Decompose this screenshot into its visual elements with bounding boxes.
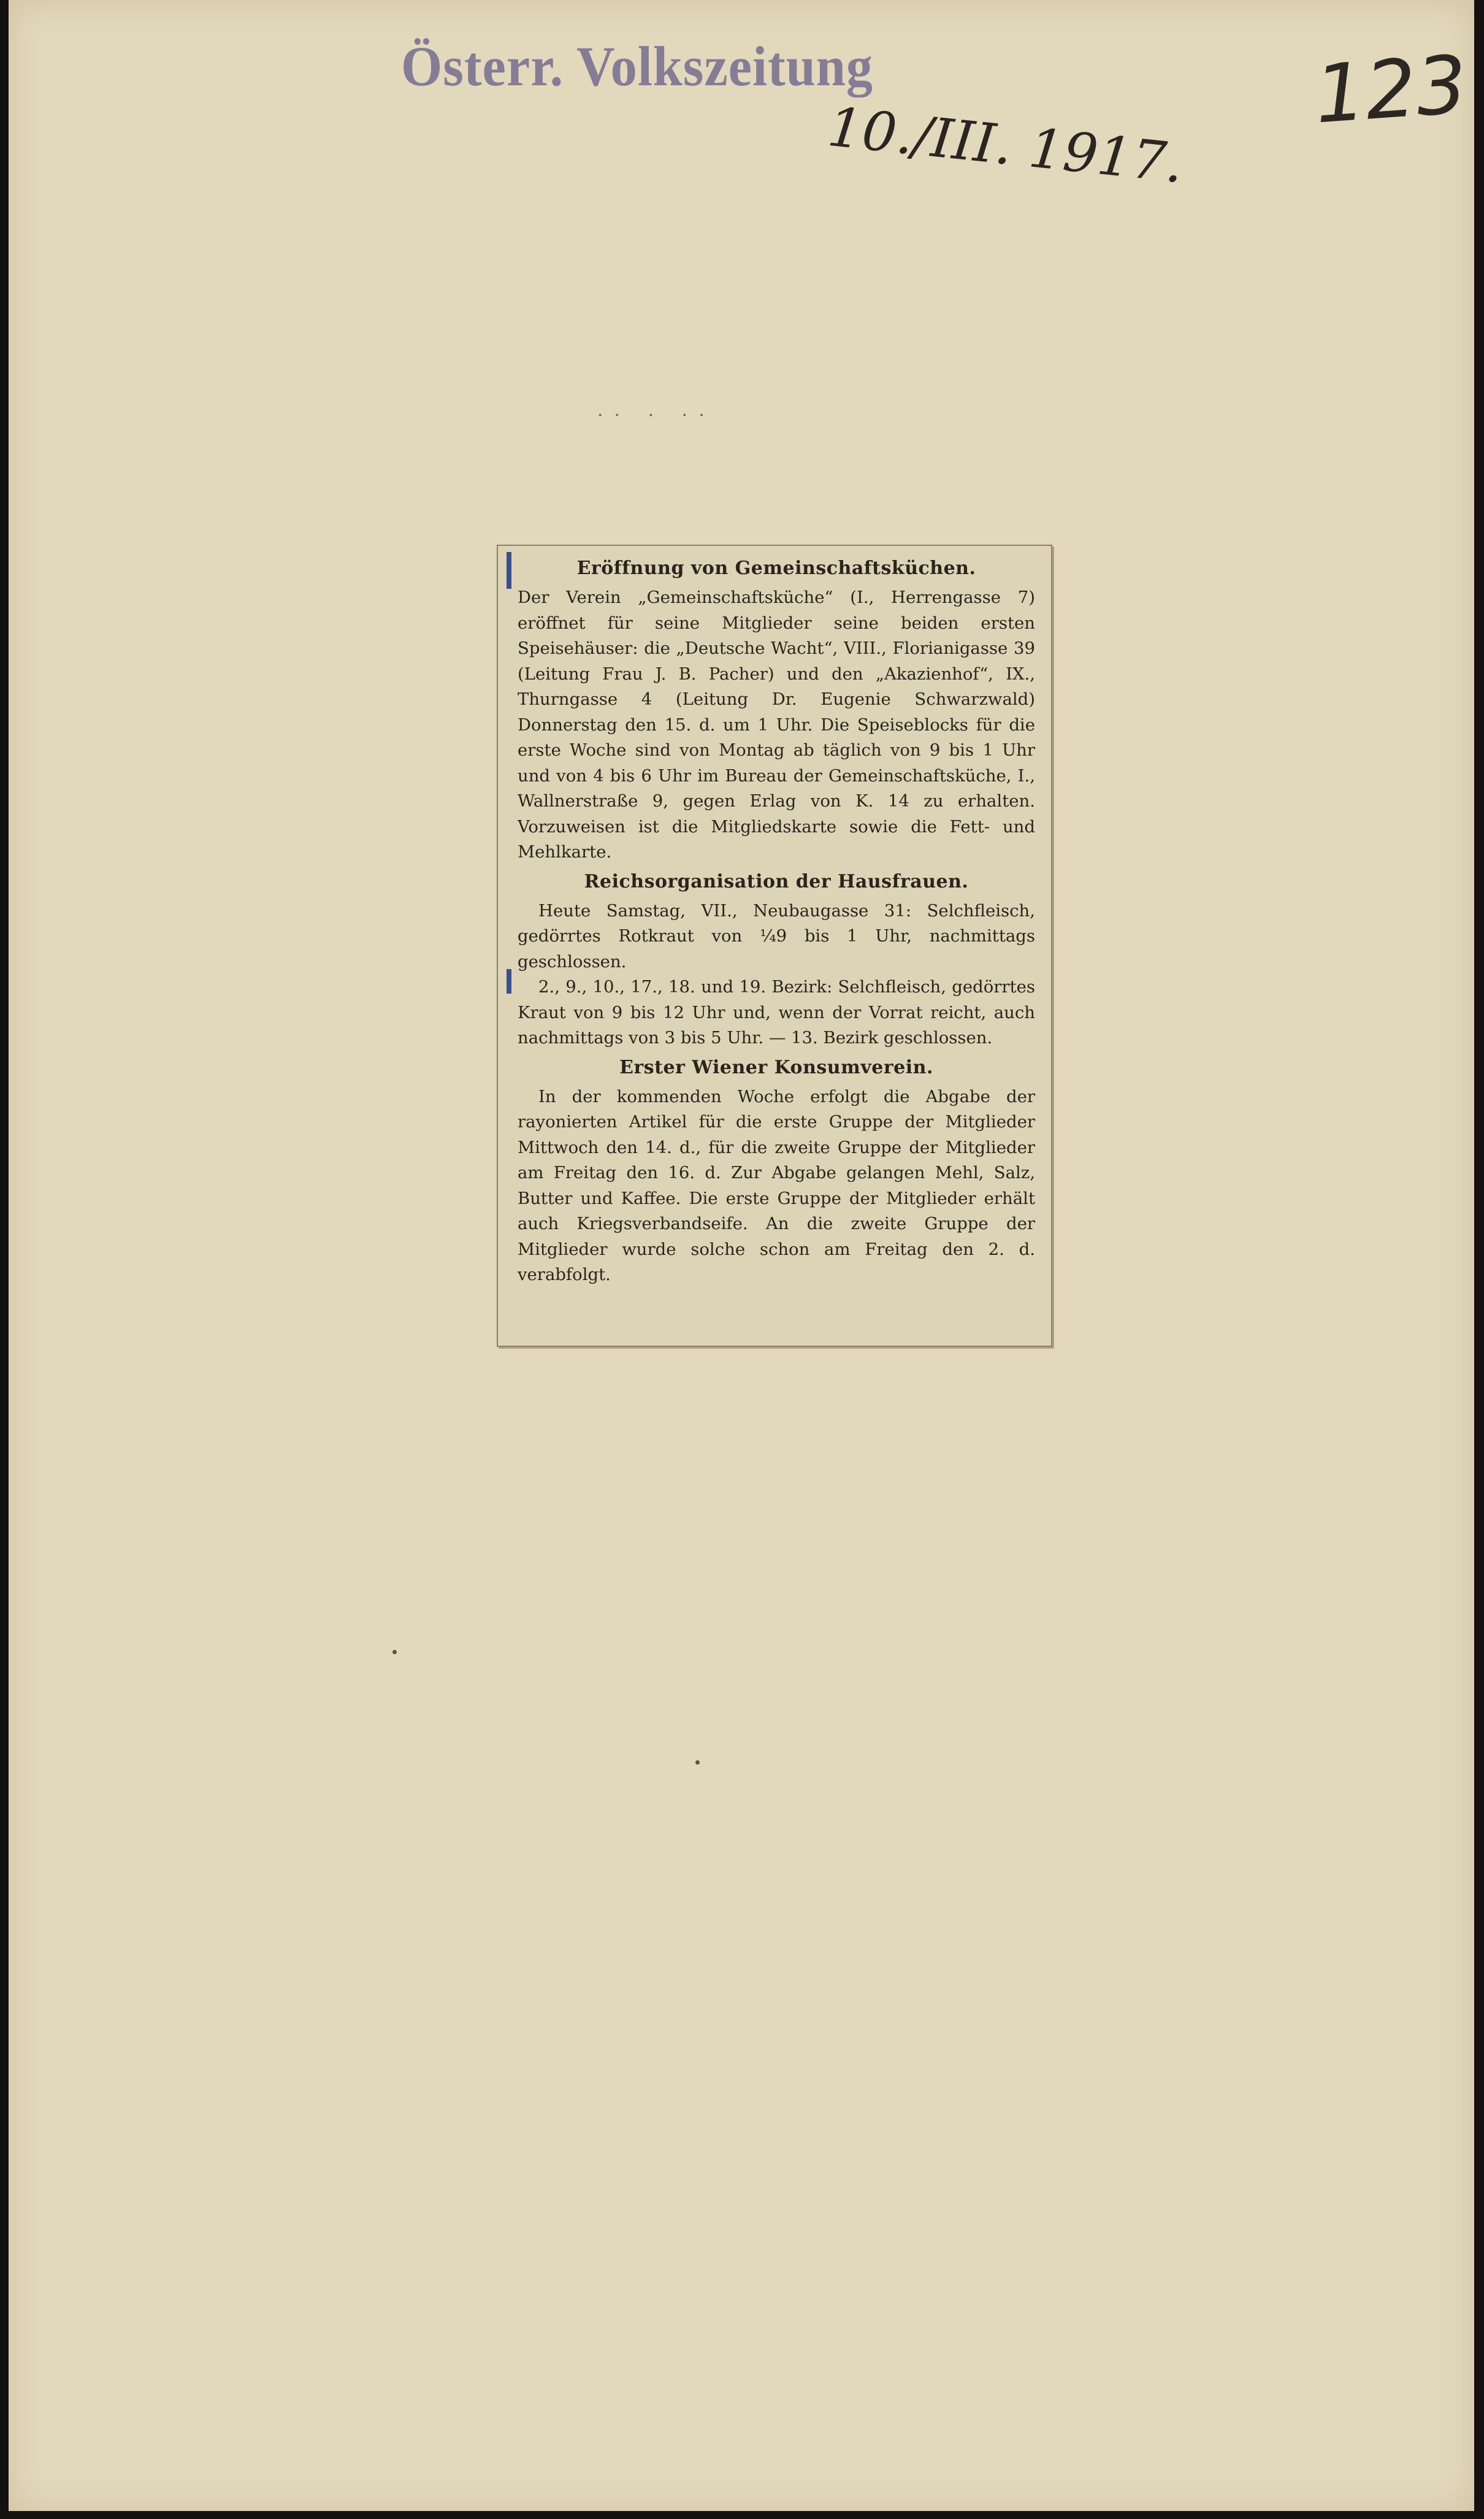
paper-speck [392, 1650, 397, 1654]
paper-specks: ·· · ·· [597, 405, 716, 426]
folio-number: 123 [1312, 37, 1471, 142]
section-paragraph: Der Verein „Gemeinschaftsküche“ (I., Herrengasse 7) eröffnet für seine Mitglieder seine beiden ersten Speisehäuser: die „Deutsche Wacht“, VIII., Florianigasse 39 (Leitung Frau J. B. Pacher) und den „Akazienhof“, IX., Thurngasse 4 (Leitung Dr. Eugenie Schwarzwald) Donnerstag den 15. d. um 1 Uhr. Die Speiseblocks für die erste Woche sind von Montag ab täglich von 9 bis 1 Uhr und von 4 bis 6 Uhr im Bureau der Gemeinschaftsküche, I., Wallnerstraße 9, gegen Erlag von K. 14 zu erhalten. Vorzuweisen ist die Mitgliedskarte sowie die Fett- und Mehlkarte. [518, 588, 1035, 862]
section-headline: Eröffnung von Gemeinschaftsküchen. [576, 558, 976, 579]
section-headline: Erster Wiener Konsumverein. [619, 1056, 933, 1078]
section-headline: Reichsorganisation der Hausfrauen. [584, 870, 969, 892]
archive-sheet [9, 0, 1474, 2511]
ink-mark [507, 969, 511, 994]
newspaper-clipping [497, 545, 1052, 1347]
newspaper-stamp: Österr. Volkszeitung [401, 35, 873, 98]
handwritten-date: 10./III. 1917. [825, 94, 1187, 196]
ink-mark [507, 552, 511, 589]
section-paragraph: In der kommenden Woche erfolgt die Abgabe der rayonierten Artikel für die erste Gruppe der Mitglieder Mittwoch den 14. d., für die zweite Gruppe der Mitglieder am Freitag den 16. d. Zur Abgabe gelangen Mehl, Salz, Butter und Kaffee. Die erste Gruppe der Mitglieder erhält auch Kriegsverbandseife. An die zweite Gruppe der Mitglieder wurde solche schon am Freitag den 2. d. verabfolgt. [518, 1086, 1035, 1284]
section-paragraph: 2., 9., 10., 17., 18. und 19. Bezirk: Selchfleisch, gedörrtes Kraut von 9 bis 12 Uhr und, wenn der Vorrat reicht, auch nachmittags von 3 bis 5 Uhr. — 13. Bezirk geschlossen. [518, 977, 1035, 1048]
paper-speck [695, 1760, 700, 1765]
section-paragraph: Heute Samstag, VII., Neubaugasse 31: Selchfleisch, gedörrtes Rotkraut von ¼9 bis 1 Uhr, nachmittags geschlossen. [518, 900, 1035, 972]
